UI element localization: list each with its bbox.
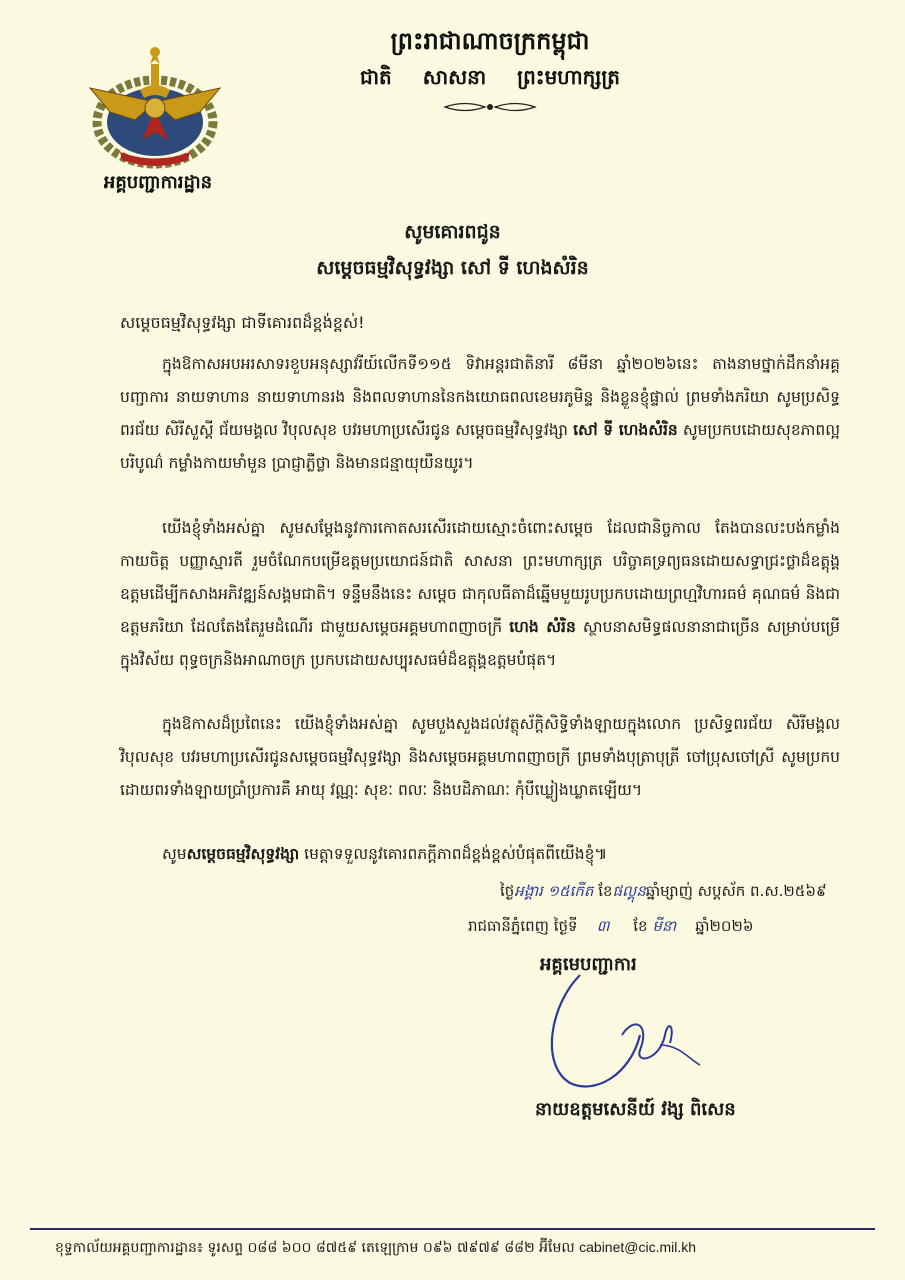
footer-email: cabinet@cic.mil.kh [579, 1239, 697, 1255]
recipient-title: សម្តេចធម្មវិសុទ្ធវង្សា សៅ ទី ហេងសំរិន [316, 257, 589, 279]
headquarters-label: អគ្គបញ្ជាការដ្ឋាន [103, 172, 213, 193]
handwritten-signature [540, 965, 710, 1100]
recipient-name: សៅ ទី ហេងសំរិន [573, 421, 678, 439]
lunar-date: ថ្ងៃអង្គារ ១៥កើត ខែផល្គុនឆ្នាំម្សាញ់ សប្តស័ក ព.ស.២៥៦៩ [500, 882, 827, 900]
signatory-title: អគ្គមេបញ្ជាការ [540, 954, 637, 975]
kingdom-heading: ព្រះរាជាណាចក្រកម្ពុជា [390, 27, 590, 55]
paragraph-3: ក្នុងឱកាសដ៏ប្រពៃនេះ យើងខ្ញុំទាំងអស់គ្នា សូមបួងសួងដល់វត្ថុស័ក្តិសិទ្ធិទាំងឡាយក្នុងលោក ប្រសិទ្ធពរជ័យ សិរីមង្គល វិបុលសុខ បវរមហាប្រសើរជូនសម្តេចធម្មវិសុទ្ធវង្សា និងសម្តេចអគ្គមហាពញាចក្រី ព្រមទាំងបុត្រាបុត្រី ចៅប្រុសចៅស្រី សូមប្រកបដោយពរទាំងឡាយប្រាំប្រការគឺ អាយុ វណ្ណៈ សុខៈ ពលៈ និងបដិភាណៈ កុំបីឃ្លៀងឃ្លាតឡើយ។ [120, 715, 840, 799]
divider-ornament-icon [440, 100, 540, 114]
paragraph-4: សូមសម្តេចធម្មវិសុទ្ធវង្សា មេត្តាទទួលនូវគោរពភក្តីភាពដ៏ខ្ពង់ខ្ពស់បំផុតពីយើងខ្ញុំ៕ [162, 845, 608, 863]
paragraph-1: ក្នុងឱកាសអបអរសាទរខួបអនុស្សាវរីយ៍លើកទី១១៥ ទិវាអន្តរជាតិនារី ៨មីនា ឆ្នាំ២០២៦នេះ តាងនាមថ្នាក់ដឹកនាំអគ្គបញ្ជាការ នាយទាហាន នាយទាហានរង និងពលទាហាននៃកងយោធពលខេមរភូមិន្ទ និងខ្លួនខ្ញុំផ្ទាល់ ព្រមទាំងភរិយា សូមប្រសិទ្ធពរជ័យ សិរីសួស្តី ជ័យមង្គល វិបុលសុខ បវរមហាប្រសើរជូន សម្តេចធម្មវិសុទ្ធវង្សា សៅ ទី ហេងសំរិន សូមប្រកបដោយសុខភាពល្អបរិបូណ៌ កម្លាំងកាយមាំមួន ប្រាជ្ញាភ្លឺថ្លា និងមានជន្មាយុយឺនយូរ។ [120, 355, 841, 472]
military-emblem-icon [80, 40, 230, 170]
greeting-title: សូមគោរពជូន [404, 221, 501, 243]
paragraph-2: យើងខ្ញុំទាំងអស់គ្នា សូមសម្តែងនូវការកោតសរសើរដោយស្មោះចំពោះសម្តេច ដែលជានិច្ចកាល តែងបានលះបង់កម្លាំងកាយចិត្ត បញ្ញាស្មារតី រួមចំណែកបម្រើឧត្តមប្រយោជន៍ជាតិ សាសនា ព្រះមហាក្សត្រ បរិច្ចាគទ្រព្យធនដោយសទ្ធាជ្រះថ្លាដ៏ឧត្តុង្គឧត្តមដើម្បីកសាងអភិវឌ្ឍន៍សង្គមជាតិ។ ទន្ទឹមនឹងនេះ សម្តេច ជាកុលធីតាដ៏ឆ្នើមមួយរូបប្រកបដោយព្រហ្មវិហារធម៌ គុណធម៌ និងជាឧត្តមភរិយា ដែលតែងតែរួមដំណើរ ជាមួយសម្តេចអគ្គមហាពញាចក្រី ហេង សំរិន ស្ថាបនាសមិទ្ធផលនានាជាច្រើន សម្រាប់បម្រើក្នុងវិស័យ ពុទ្ធចក្រនិងអាណាចក្រ ប្រកបដោយសប្បុរសធម៌ដ៏ឧត្តុង្គឧត្តមបំផុត។ [120, 519, 840, 669]
husband-name: ហេង សំរិន [509, 618, 576, 636]
footer-contact: ខុទ្ទកាល័យអគ្គបញ្ជាការដ្ឋាន៖ ទូរសព្ទ ០៨៨ ៦០០ ៨៧៥៩ តេឡេក្រាម ០៩៦ ៧៩៧៩ ៨៨២ អ៊ីមែល cabinet@cic.mil.kh [55, 1239, 697, 1256]
national-motto: ជាតិ សាសនា ព្រះមហាក្សត្រ [360, 65, 620, 89]
recipient-title-inline: សម្តេចធម្មវិសុទ្ធវង្សា [186, 845, 300, 863]
solar-date: រាជធានីភ្នំពេញ ថ្ងៃទី ៣ ខែ មីនា ឆ្នាំ២០២៦ [468, 917, 754, 935]
salutation: សម្តេចធម្មវិសុទ្ធវង្សា ជាទីគោរពដ៏ខ្ពង់ខ្ពស់! [120, 313, 365, 332]
signatory-name: នាយឧត្តមសេនីយ៍ វង្ស ពិសេន [535, 1099, 736, 1120]
footer-divider [30, 1228, 875, 1230]
